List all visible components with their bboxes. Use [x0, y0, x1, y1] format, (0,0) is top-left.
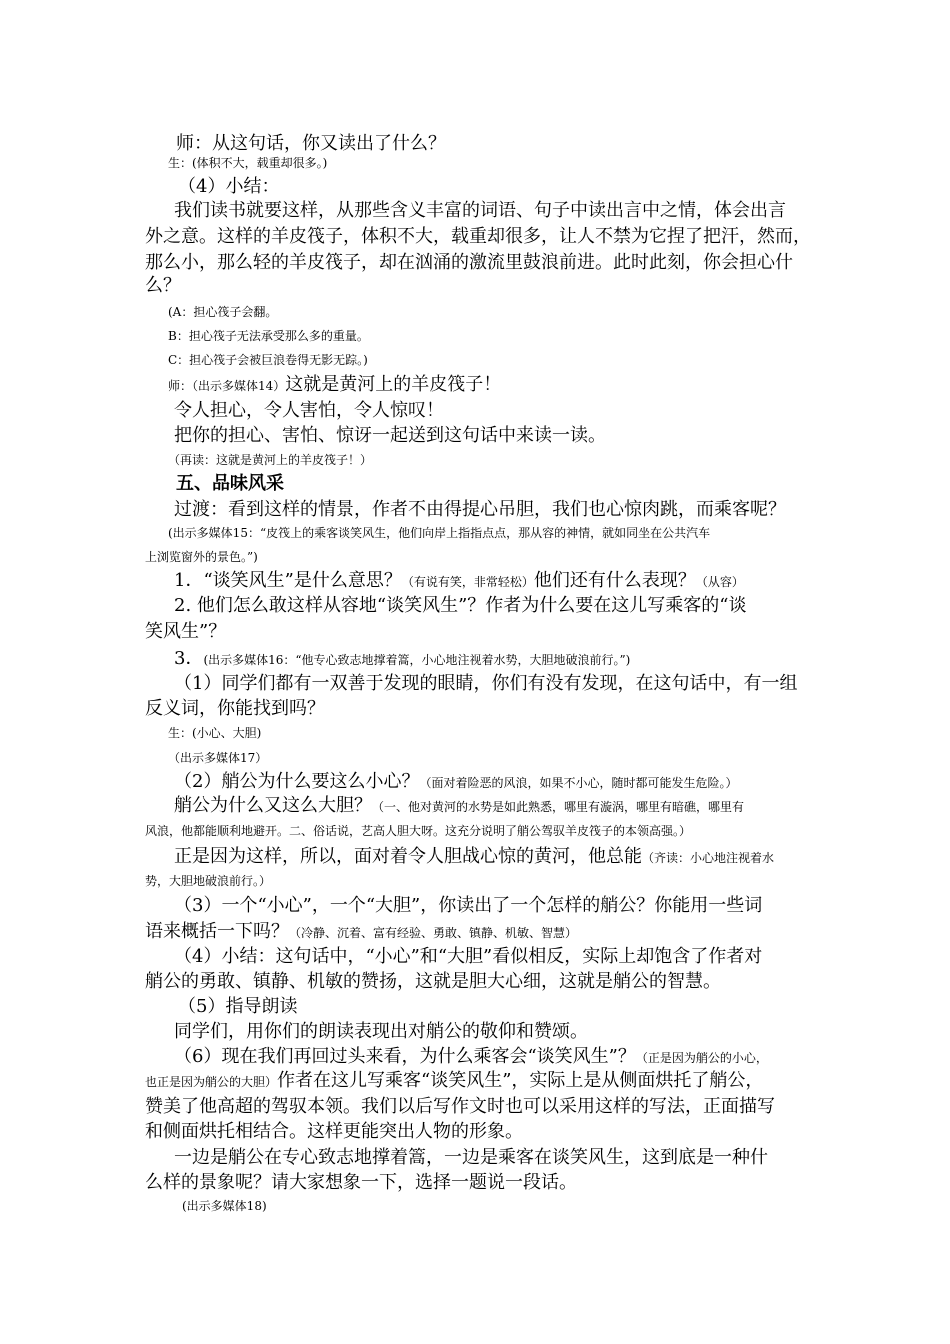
text-line [174, 797, 744, 815]
text-line [145, 822, 691, 838]
body-text: （2）艄公为什么要这么小心？ [174, 771, 420, 792]
body-text: 么样的景象呢？请大家想象一下，选择一题说一段话。 [145, 1172, 577, 1193]
text-line [176, 475, 284, 493]
text-line [145, 1174, 577, 1192]
text-line [145, 548, 258, 564]
annotation-text: 生：(体积不大，载重却很多。) [168, 156, 328, 170]
text-line [168, 327, 369, 343]
annotation-text: 生：(小心、大胆) [168, 726, 262, 740]
annotation-text: （正是因为艄公的小心， [635, 1051, 768, 1065]
body-text: 反义词，你能找到吗？ [145, 698, 325, 719]
text-line [174, 202, 786, 220]
annotation-text: （齐读：小心地注视着水 [642, 851, 775, 865]
body-text: 1．“谈笑风生”是什么意思？ [174, 570, 402, 591]
body-text: 师：从这句话，你又读出了什么？ [176, 133, 446, 154]
annotation-text: (出示多媒体15：“皮筏上的乘客谈笑风生，他们向岸上指指点点，那从容的神情，就如同坐在公共汽车 [168, 526, 711, 540]
text-line [145, 973, 721, 991]
text-line [145, 1123, 523, 1141]
annotation-text: （从容） [695, 575, 744, 589]
body-text: 赞美了他高超的驾驭本领。我们以后写作文时也可以采用这样的写法，正面描写 [145, 1096, 775, 1117]
body-text: 艄公的勇敢、镇静、机敏的赞扬，这就是胆大心细，这就是艄公的智慧。 [145, 971, 721, 992]
body-text: 那么小，那么轻的羊皮筏子，却在汹涌的激流里鼓浪前进。此时此刻，你会担心什 [145, 252, 793, 273]
body-text: 么？ [145, 275, 181, 296]
annotation-text: (A：担心筏子会翻。 [168, 305, 278, 319]
body-text: 五、品味风采 [176, 473, 284, 494]
text-line [174, 597, 747, 615]
text-line [145, 872, 271, 888]
annotation-text: C：担心筏子会被巨浪卷得无影无踪。) [168, 353, 368, 367]
text-line [168, 749, 267, 765]
text-line [168, 376, 501, 394]
text-line [145, 700, 325, 718]
body-text: 作者在这儿写乘客“谈笑风生”，实际上是从侧面烘托了艄公， [277, 1070, 764, 1091]
body-text: 把你的担心、害怕、惊讶一起送到这句话中来读一读。 [174, 425, 606, 446]
text-line [178, 178, 279, 196]
annotation-text: （冷静、沉着、富有经验、勇敢、镇静、机敏、智慧） [289, 926, 578, 940]
text-line [174, 1023, 588, 1041]
text-line [174, 1048, 768, 1066]
body-text: （4）小结：这句话中，“小心”和“大胆”看似相反，实际上却饱含了作者对 [174, 946, 763, 967]
text-line [168, 451, 372, 467]
body-text: 令人担心，令人害怕，令人惊叹！ [174, 400, 444, 421]
text-line [182, 1197, 267, 1213]
annotation-text: （有说有笑，非常轻松） [401, 575, 534, 589]
text-line [176, 135, 446, 153]
text-line [174, 948, 762, 966]
annotation-text: 势，大胆地破浪前行。） [145, 874, 272, 888]
body-text: 同学们，用你们的朗读表现出对艄公的敬仰和赞颂。 [174, 1021, 588, 1042]
text-line [168, 351, 368, 367]
body-text: 一边是艄公在专心致志地撑着篙，一边是乘客在谈笑风生，这到底是一种什 [174, 1147, 768, 1168]
body-text: 和侧面烘托相结合。这样更能突出人物的形象。 [145, 1121, 523, 1142]
body-text: （1）同学们都有一双善于发现的眼睛，你们有没有发现，在这句话中，有一组 [174, 673, 798, 694]
body-text: 笑风生”？ [145, 621, 227, 642]
body-text: 这就是黄河上的羊皮筏子！ [285, 374, 502, 395]
text-line [168, 154, 327, 170]
body-text: 语来概括一下吗？ [145, 921, 289, 942]
body-text: （4）小结： [178, 176, 280, 197]
body-text: 艄公为什么又这么大胆？ [174, 795, 372, 816]
annotation-text: （一、他对黄河的水势是如此熟悉，哪里有漩涡，哪里有暗礁，哪里有 [372, 800, 745, 814]
annotation-text: 风浪，他都能顺利地避开。二、俗话说，艺高人胆大呀。这充分说明了艄公驾驭羊皮筏子的本领高强。） [145, 824, 692, 838]
body-text: 2. 他们怎么敢这样从容地“谈笑风生”？作者为什么要在这儿写乘客的“谈 [174, 595, 747, 616]
annotation-text: B：担心筏子无法承受那么多的重量。 [168, 329, 369, 343]
annotation-text: （面对着险恶的风浪，如果不小心，随时都可能发生危险。） [419, 776, 738, 790]
body-text: （5）指导朗读 [178, 996, 298, 1017]
text-line [168, 303, 277, 319]
body-text: 外之意。这样的羊皮筏子，体积不大，载重却很多，让人不禁为它捏了把汗，然而， [145, 226, 811, 247]
body-text: （6）现在我们再回过头来看，为什么乘客会“谈笑风生”？ [174, 1046, 636, 1067]
text-line [168, 724, 261, 740]
annotation-text: 也正是因为艄公的大胆） [145, 1075, 278, 1089]
text-line [145, 277, 181, 295]
text-line [145, 923, 577, 941]
body-text: 3． [174, 648, 204, 669]
text-line [174, 675, 797, 693]
body-text: 正是因为这样，所以，面对着令人胆战心惊的黄河，他总能 [174, 846, 642, 867]
text-line [168, 524, 710, 540]
text-line [145, 254, 793, 272]
annotation-text: 师：（出示多媒体14） [168, 379, 286, 393]
body-text: 他们还有什么表现？ [533, 570, 696, 591]
text-line [174, 848, 774, 866]
body-text: 我们读书就要这样，从那些含义丰富的词语、句子中读出言中之情，体会出言 [174, 200, 786, 221]
text-line [174, 1149, 768, 1167]
annotation-text: （出示多媒体17） [168, 751, 268, 765]
text-line [145, 1098, 775, 1116]
text-line [145, 623, 226, 641]
text-line [145, 228, 811, 246]
text-line [174, 501, 786, 519]
text-line [174, 650, 630, 668]
text-line [174, 402, 444, 420]
text-line [178, 998, 297, 1016]
annotation-text: （再读：这就是黄河上的羊皮筏子！） [168, 453, 373, 467]
body-text: 过渡：看到这样的情景，作者不由得提心吊胆，我们也心惊肉跳，而乘客呢？ [174, 499, 786, 520]
text-line [174, 572, 744, 590]
text-line [145, 1072, 763, 1090]
annotation-text: 上浏览窗外的景色。”) [145, 550, 258, 564]
text-line [174, 773, 737, 791]
annotation-text: (出示多媒体18) [182, 1199, 267, 1213]
text-line [174, 897, 762, 915]
annotation-text: (出示多媒体16：“他专心致志地撑着篙，小心地注视着水势，大胆地破浪前行。”) [203, 653, 631, 667]
body-text: （3）一个“小心”，一个“大胆”，你读出了一个怎样的艄公？你能用一些词 [174, 895, 763, 916]
text-line [174, 427, 606, 445]
